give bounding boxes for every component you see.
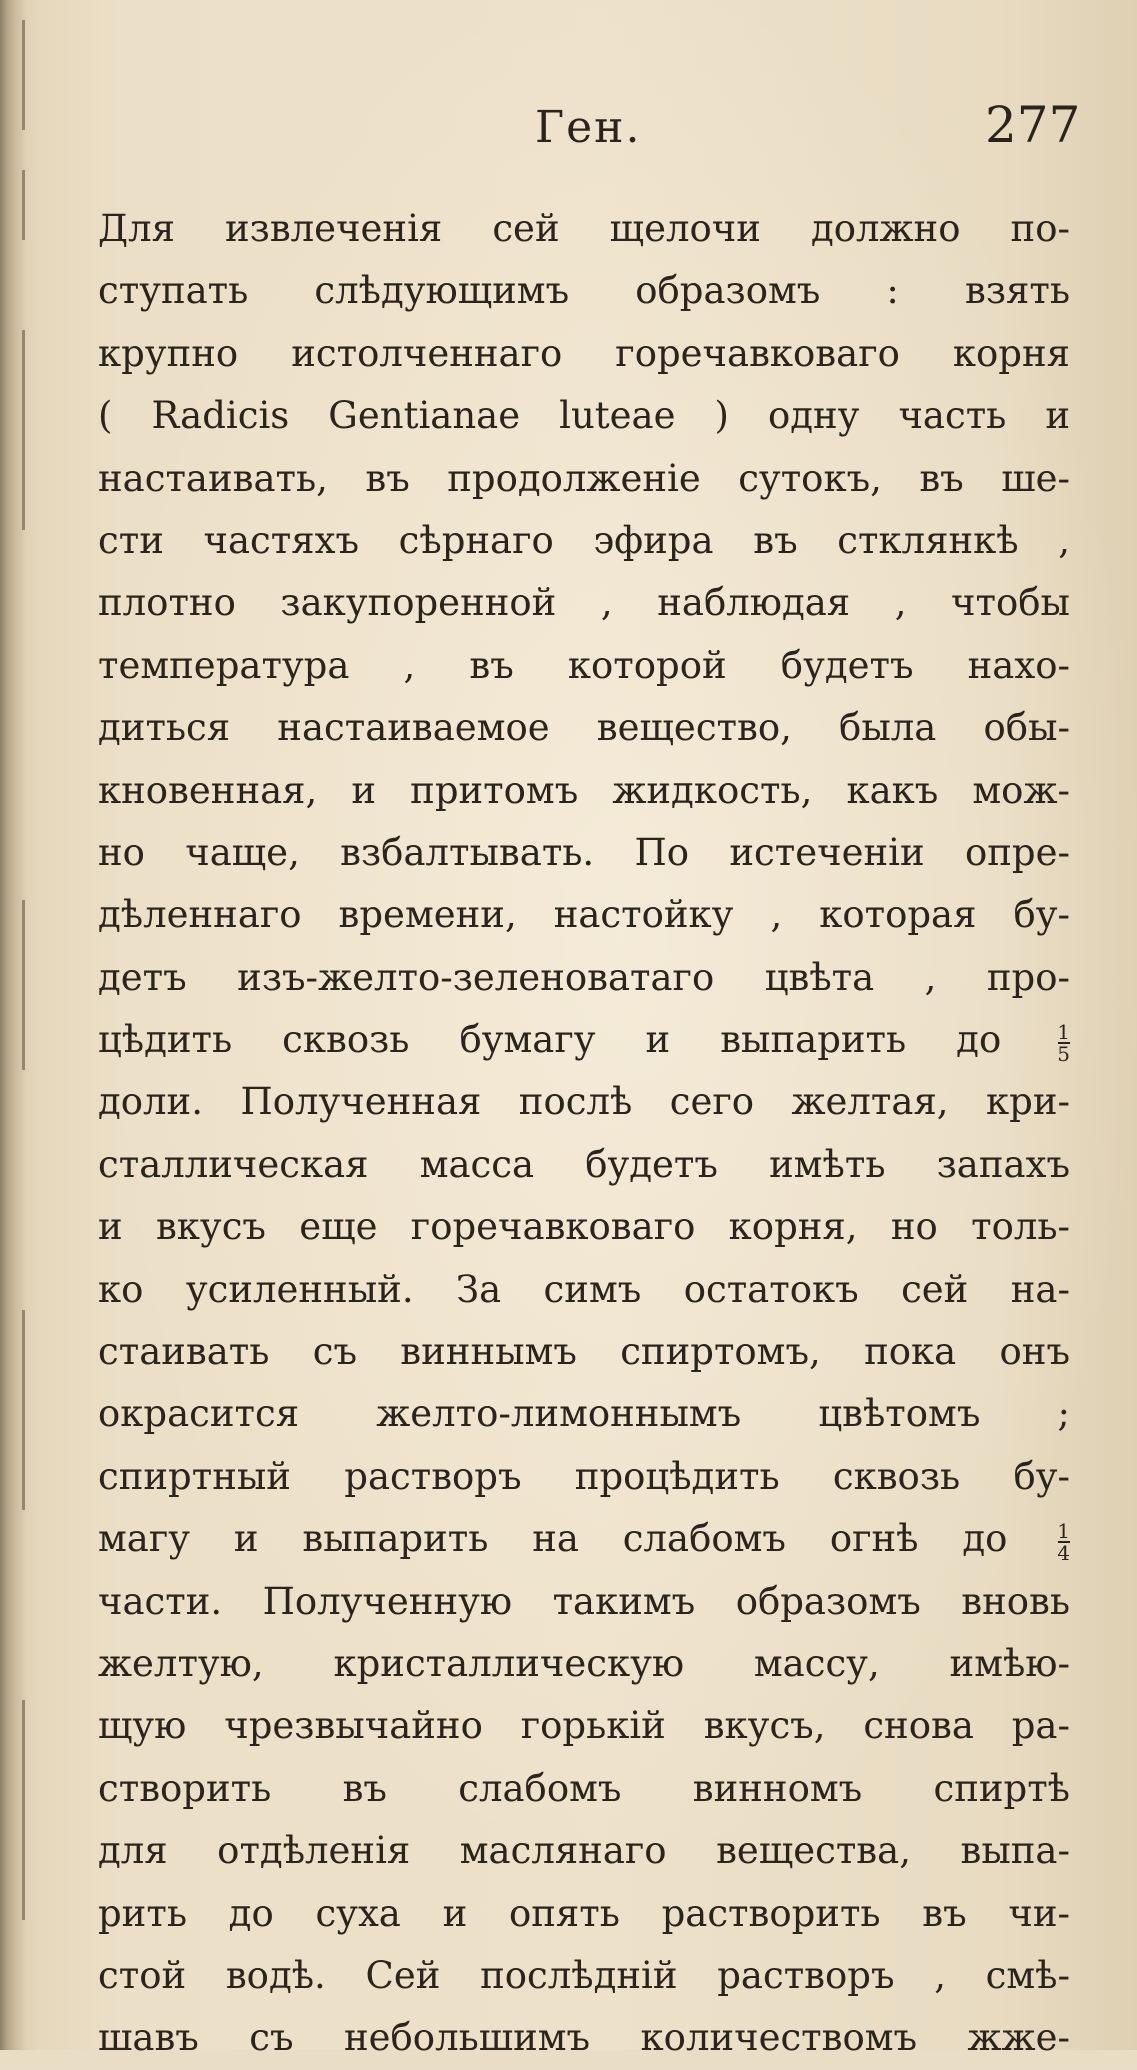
text-line: ( Radicis Gentianae luteae ) одну часть и — [98, 394, 1070, 438]
fraction-denominator: 5 — [1057, 1041, 1071, 1066]
text-line: желтую, кристаллическую массу, имѣю- — [98, 1641, 1070, 1685]
text-line: но чаще, взбалтывать. По истеченіи опре- — [98, 830, 1070, 874]
text-line: настаивать, въ продолженіе сутокъ, въ ше- — [98, 456, 1070, 500]
text-line: сти частяхъ сѣрнаго эфира въ стклянкѣ , — [98, 518, 1070, 562]
text-line: кновенная, и притомъ жидкость, какъ мож- — [98, 768, 1070, 812]
text-line: и вкусъ еще горечавковаго корня, но толь- — [98, 1205, 1070, 1249]
fraction-numerator: 1 — [1057, 1019, 1071, 1044]
text-line-content: магу и выпарить на слабомъ огнѣ до — [98, 1517, 1008, 1561]
text-line: дѣленнаго времени, настойку , которая бу- — [98, 893, 1070, 937]
fraction-denominator: 4 — [1057, 1540, 1071, 1565]
text-line: спиртный растворъ процѣдить сквозь бу- — [98, 1454, 1070, 1498]
text-line: для отдѣленія маслянаго вещества, выпа- — [98, 1829, 1070, 1873]
text-line: щую чрезвычайно горькій вкусъ, снова ра- — [98, 1704, 1070, 1748]
gutter-mark — [22, 1700, 25, 1920]
gutter-mark — [22, 1310, 25, 1510]
text-line: ко усиленный. За симъ остатокъ сей на- — [98, 1267, 1070, 1311]
text-line: температура , въ которой будетъ нахо- — [98, 643, 1070, 687]
text-line: крупно истолченнаго горечавковаго корня — [98, 331, 1070, 375]
text-line: диться настаиваемое вещество, была обы- — [98, 706, 1070, 750]
text-line: рить до суха и опять растворить въ чи- — [98, 1891, 1070, 1935]
text-line: Для извлеченія сей щелочи должно по- — [98, 207, 1070, 250]
text-line: стаивать съ виннымъ спиртомъ, пока онъ — [98, 1330, 1070, 1374]
text-line: части. Полученную такимъ образомъ вновь — [98, 1579, 1070, 1623]
text-line-with-fraction — [98, 1508, 1070, 1570]
text-line: детъ изъ-желто-зеленоватаго цвѣта , про- — [98, 955, 1070, 999]
text-line-with-fraction — [98, 1009, 1070, 1071]
fraction — [1057, 1019, 1071, 1066]
text-line: окрасится желто-лимоннымъ цвѣтомъ ; — [98, 1392, 1070, 1436]
text-line: сталлическая масса будетъ имѣть запахъ — [98, 1142, 1070, 1186]
text-line: шавъ съ небольшимъ количествомъ жже- — [98, 2016, 1070, 2060]
text-line: стой водѣ. Сей послѣдній растворъ , смѣ- — [98, 1953, 1070, 1997]
running-head-title: Ген. — [535, 102, 642, 153]
body-text — [98, 198, 1070, 2070]
gutter-mark — [22, 170, 25, 240]
gutter-mark — [22, 330, 25, 530]
text-line: плотно закупоренной , наблюдая , чтобы — [98, 581, 1070, 625]
fraction — [1057, 1518, 1071, 1565]
fraction-numerator: 1 — [1057, 1518, 1071, 1543]
page-number: 277 — [985, 96, 1081, 154]
running-head — [0, 96, 1137, 162]
text-line: доли. Полученная послѣ сего желтая, кри- — [98, 1080, 1070, 1124]
text-line: створить въ слабомъ винномъ спиртѣ — [98, 1766, 1070, 1810]
text-line-content: цѣдить сквозь бумагу и выпарить до — [98, 1018, 1002, 1062]
gutter-mark — [22, 900, 25, 1070]
text-line: ступать слѣдующимъ образомъ : взять — [98, 269, 1070, 313]
